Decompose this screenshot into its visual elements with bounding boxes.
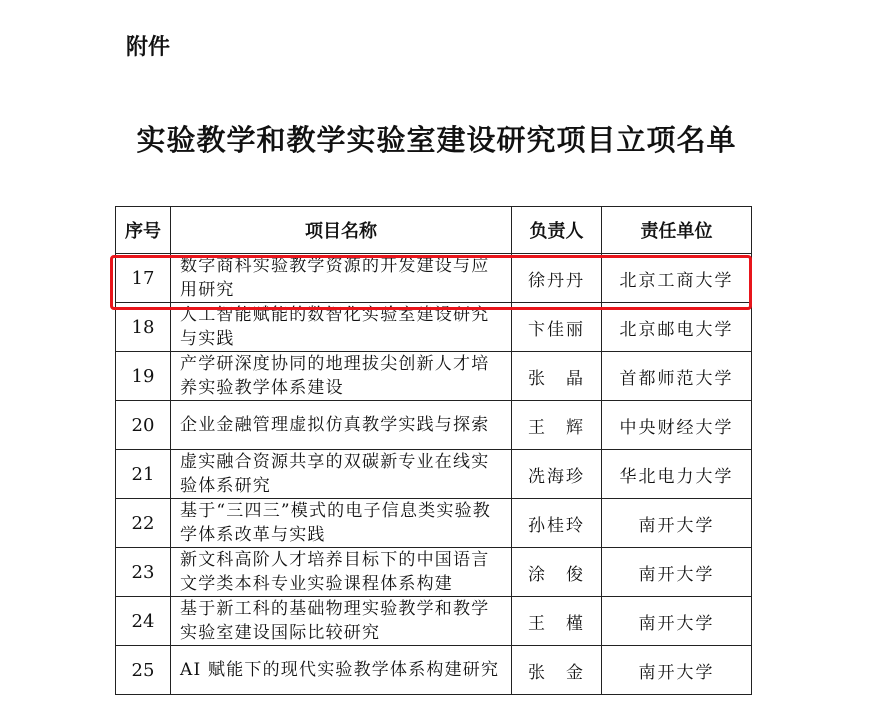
row-unit: 北京工商大学 xyxy=(602,254,752,303)
header-unit: 责任单位 xyxy=(602,207,752,254)
table-row xyxy=(116,499,752,548)
row-project-name: 基于新工科的基础物理实验教学和教学实验室建设国际比较研究 xyxy=(171,597,512,646)
row-leader: 涂 俊 xyxy=(512,548,602,597)
row-project-name: 虚实融合资源共享的双碳新专业在线实验体系研究 xyxy=(171,450,512,499)
row-leader: 王 槿 xyxy=(512,597,602,646)
row-seq: 22 xyxy=(116,499,171,548)
row-seq: 23 xyxy=(116,548,171,597)
row-leader: 张 金 xyxy=(512,646,602,695)
row-seq: 24 xyxy=(116,597,171,646)
row-seq: 17 xyxy=(116,254,171,303)
row-unit: 首都师范大学 xyxy=(602,352,752,401)
row-unit: 南开大学 xyxy=(602,499,752,548)
header-leader: 负责人 xyxy=(512,207,602,254)
row-leader: 王 辉 xyxy=(512,401,602,450)
table-row xyxy=(116,646,752,695)
table-row xyxy=(116,401,752,450)
table-row xyxy=(116,597,752,646)
document-title: 实验教学和教学实验室建设研究项目立项名单 xyxy=(136,123,737,157)
row-unit: 南开大学 xyxy=(602,597,752,646)
header-seq: 序号 xyxy=(116,207,171,254)
row-project-name: 产学研深度协同的地理拔尖创新人才培养实验教学体系建设 xyxy=(171,352,512,401)
row-leader: 徐丹丹 xyxy=(512,254,602,303)
row-leader: 孙桂玲 xyxy=(512,499,602,548)
table-row xyxy=(116,450,752,499)
row-unit: 中央财经大学 xyxy=(602,401,752,450)
row-project-name: 人工智能赋能的数智化实验室建设研究与实践 xyxy=(171,303,512,352)
row-project-name: AI 赋能下的现代实验教学体系构建研究 xyxy=(171,646,512,695)
row-17-highlight-box xyxy=(110,255,752,310)
table-row xyxy=(116,548,752,597)
row-unit: 华北电力大学 xyxy=(602,450,752,499)
row-project-name: 企业金融管理虚拟仿真教学实践与探索 xyxy=(171,401,512,450)
row-leader: 卞佳丽 xyxy=(512,303,602,352)
row-leader: 冼海珍 xyxy=(512,450,602,499)
header-project-name: 项目名称 xyxy=(171,207,512,254)
row-unit: 南开大学 xyxy=(602,548,752,597)
row-project-name: 基于“三四三”模式的电子信息类实验教学体系改革与实践 xyxy=(171,499,512,548)
table-row xyxy=(116,352,752,401)
row-unit: 南开大学 xyxy=(602,646,752,695)
row-seq: 20 xyxy=(116,401,171,450)
row-leader: 张 晶 xyxy=(512,352,602,401)
row-project-name: 数字商科实验教学资源的开发建设与应用研究 xyxy=(171,254,512,303)
row-seq: 19 xyxy=(116,352,171,401)
table-header-row xyxy=(116,207,752,254)
row-seq: 21 xyxy=(116,450,171,499)
row-project-name: 新文科高阶人才培养目标下的中国语言文学类本科专业实验课程体系构建 xyxy=(171,548,512,597)
attachment-label: 附件 xyxy=(126,35,171,60)
row-seq: 18 xyxy=(116,303,171,352)
row-unit: 北京邮电大学 xyxy=(602,303,752,352)
row-seq: 25 xyxy=(116,646,171,695)
